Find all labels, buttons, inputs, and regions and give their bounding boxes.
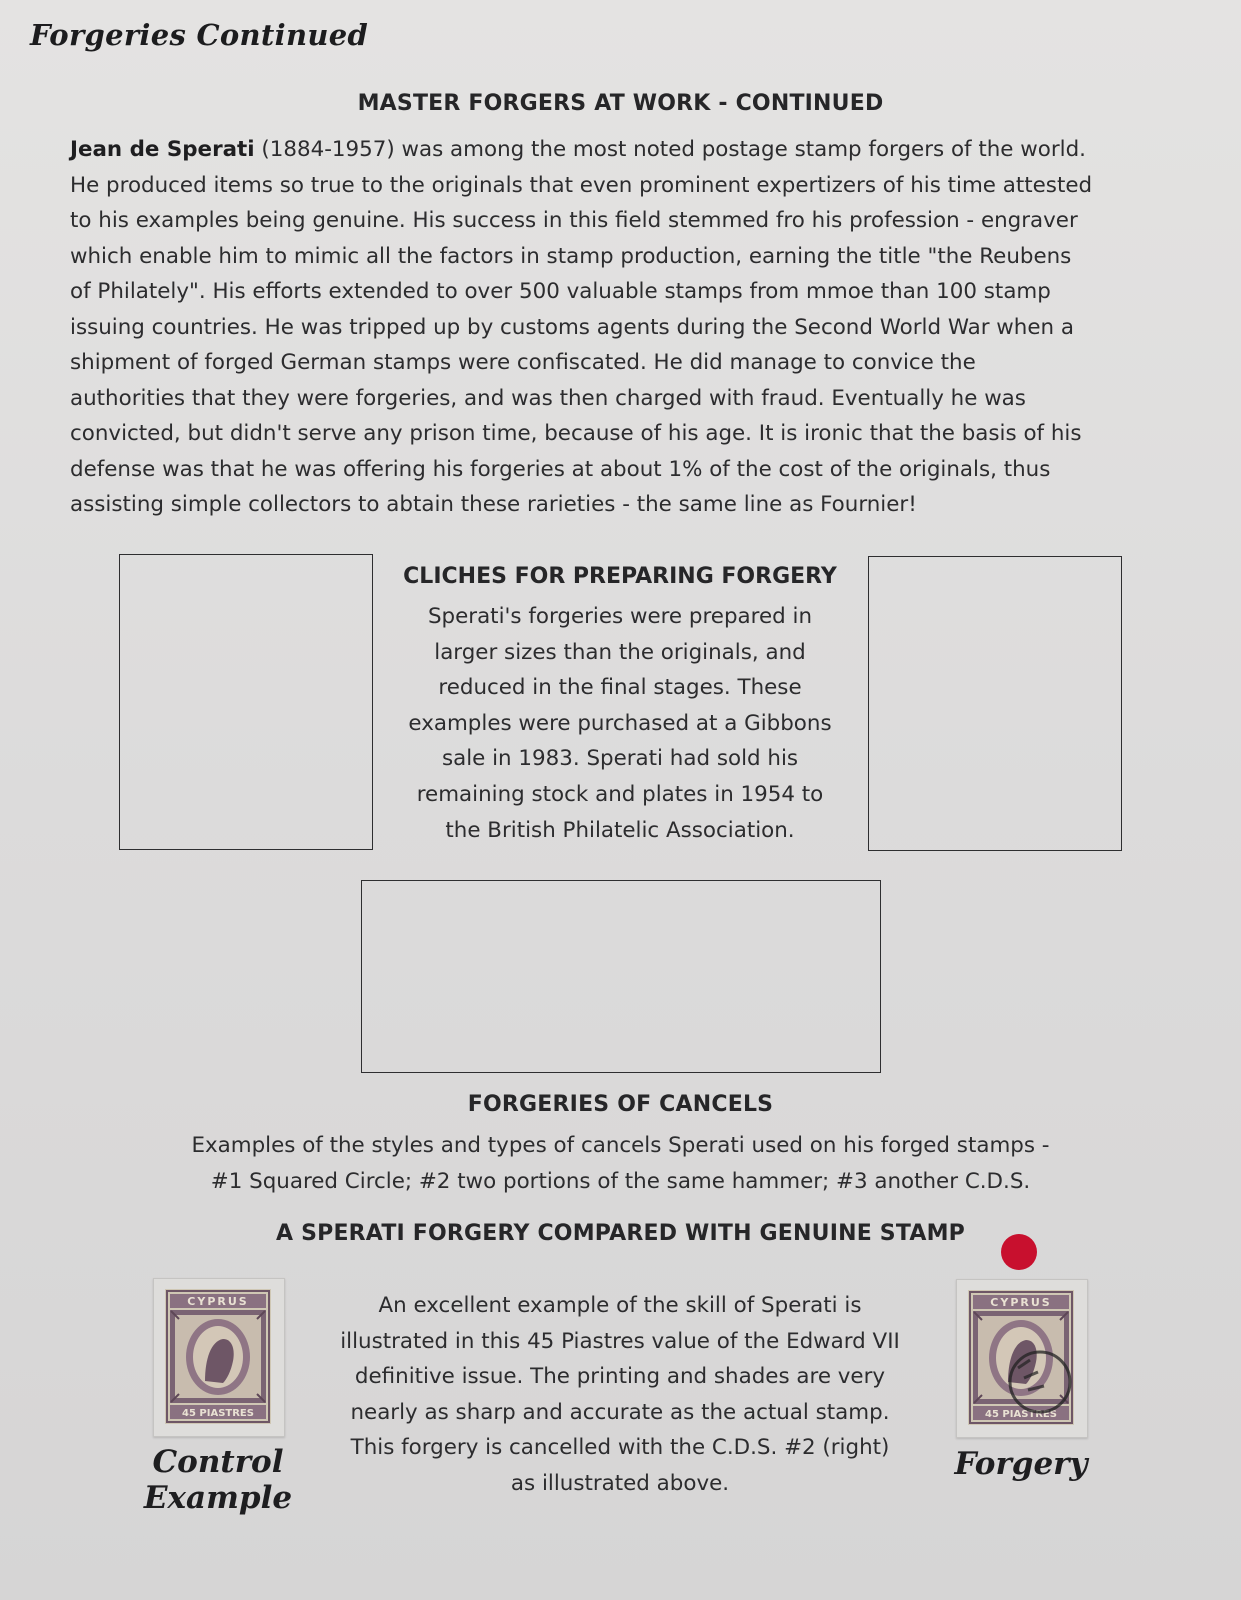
master-forgers-heading: MASTER FORGERS AT WORK - CONTINUED: [357, 91, 884, 116]
comparison-heading: A SPERATI FORGERY COMPARED WITH GENUINE STAMP: [275, 1221, 965, 1246]
cliches-heading: CLICHES FOR PREPARING FORGERY: [403, 564, 837, 589]
forgery-caption: Forgery: [954, 1446, 1088, 1482]
forgery-country-label: CYPRUS: [990, 1296, 1052, 1309]
forgery-stamp-mount: [956, 1279, 1088, 1438]
forgery-value-label: 45 PIASTRES: [985, 1409, 1057, 1420]
comparison-description: An excellent example of the skill of Sperati is illustrated in this 45 Piastres value of the Edward VII definitive issue. The printing and shades are very nearly as sharp and accurate as the actual stamp. This forgery is cancelled with the C.D.S. #2 (right) as illustrated above.: [340, 1293, 900, 1496]
cancels-frame: [361, 880, 881, 1073]
sperati-name: Jean de Sperati: [70, 137, 255, 162]
control-stamp: [165, 1289, 271, 1424]
sperati-lead-text: (1884-1957) was among the most noted postage stamp forgers of the world.: [254, 137, 1086, 162]
cliches-description: Sperati's forgeries were prepared in larger sizes than the originals, and reduced in the final stages. These examples were purchased at a Gibbons sale in 1983. Sperati had sold his remaining stock and plates in 1954 to the British Philatelic Association.: [408, 604, 832, 843]
cancels-description: Examples of the styles and types of cancels Sperati used on his forged stamps - #1 Squared Circle; #2 two portions of the same hammer; #3 another C.D.S.: [191, 1133, 1050, 1194]
sperati-body-text: He produced items so true to the originals that even prominent expertizers of his time attested to his examples being genuine. His success in this field stemmed fro his profession - engraver which enable him to mimic all the factors in stamp production, earning the title "the Reubens of Philately". His efforts extended to over 500 valuable stamps from mmoe than 100 stamp issuing countries. He was tripped up by customs agents during the Second World War when a shipment of forged German stamps were confiscated. He did manage to convice the authorities that they were forgeries, and was then charged with fraud. Eventually he was convicted, but didn't serve any prison time, because of his age. It is ironic that the basis of his defense was that he was offering his forgeries at about 1% of the cost of the originals, thus assisting simple collectors to abtain these rarieties - the same line as Fournier!: [70, 172, 1093, 517]
control-stamp-mount: [153, 1278, 285, 1437]
marker-dot: [1001, 1234, 1037, 1270]
stamp-value-label: 45 PIASTRES: [182, 1408, 254, 1419]
sperati-biography: [70, 132, 1180, 523]
cliche-frame-right: [868, 556, 1122, 851]
stamp-country-label: CYPRUS: [187, 1295, 249, 1308]
control-example-caption: Control Example: [143, 1444, 293, 1516]
forgery-stamp: [968, 1290, 1074, 1425]
cyprus-forgery-stamp-graphic: [968, 1290, 1074, 1425]
cancels-heading: FORGERIES OF CANCELS: [467, 1092, 774, 1117]
cyprus-stamp-graphic: [165, 1289, 271, 1424]
page-header: Forgeries Continued: [30, 18, 369, 52]
cliche-frame-left: [119, 554, 373, 850]
